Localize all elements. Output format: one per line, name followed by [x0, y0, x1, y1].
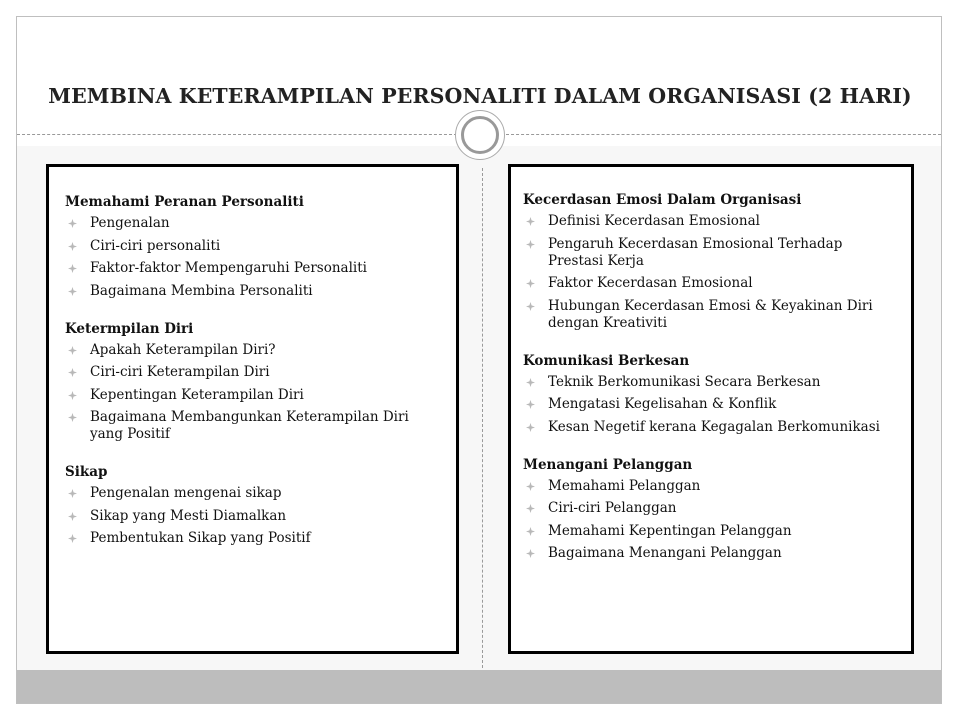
- list-item-text: Pengenalan: [90, 215, 170, 231]
- list-item-text: Memahami Kepentingan Pelanggan: [548, 522, 792, 539]
- left-panel: [46, 164, 459, 654]
- list-item: [523, 374, 897, 391]
- center-divider: [482, 168, 483, 668]
- list-item-text: Ciri-ciri Keterampilan Diri: [90, 364, 270, 380]
- right-panel: [508, 164, 914, 654]
- four-point-star-icon: [526, 240, 535, 249]
- four-point-star-icon: [68, 489, 77, 498]
- list-item: [523, 236, 897, 270]
- bullet-list: [523, 213, 897, 332]
- title-divider-right: [506, 134, 941, 135]
- list-item-text: Pembentukan Sikap yang Positif: [90, 530, 311, 546]
- list-item-text: Kepentingan Keterampilan Diri: [90, 386, 304, 403]
- list-item: [523, 500, 897, 517]
- list-item: [523, 396, 897, 413]
- footer-bar: [17, 670, 941, 703]
- list-item-text: Apakah Keterampilan Diri?: [90, 341, 276, 358]
- four-point-star-icon: [68, 287, 77, 296]
- slide-title: MEMBINA KETERAMPILAN PERSONALITI DALAM ORGANISASI (2 HARI): [48, 84, 912, 108]
- list-item-text: Mengatasi Kegelisahan & Konflik: [548, 396, 777, 412]
- four-point-star-icon: [526, 400, 535, 409]
- list-item-text: Bagaimana Membangunkan Keterampilan Diri yang Positif: [90, 409, 409, 442]
- section-heading: Sikap: [65, 464, 108, 480]
- bullet-list: [65, 485, 440, 547]
- section: [523, 353, 897, 436]
- four-point-star-icon: [68, 391, 77, 400]
- list-item-text: Sikap yang Mesti Diamalkan: [90, 507, 287, 524]
- four-point-star-icon: [68, 534, 77, 543]
- four-point-star-icon: [526, 504, 535, 513]
- list-item: [65, 508, 440, 525]
- list-item: [523, 478, 897, 495]
- list-item-text: Bagaimana Membina Personaliti: [90, 282, 313, 299]
- list-item: [523, 213, 897, 230]
- four-point-star-icon: [526, 302, 535, 311]
- section-heading: Kecerdasan Emosi Dalam Organisasi: [523, 192, 802, 208]
- section-heading: Memahami Peranan Personaliti: [65, 194, 304, 210]
- list-item-text: Pengaruh Kecerdasan Emosional Terhadap Prestasi Kerja: [548, 235, 843, 269]
- list-item: [523, 419, 897, 436]
- list-item: [523, 298, 897, 332]
- four-point-star-icon: [526, 482, 535, 491]
- four-point-star-icon: [526, 527, 535, 536]
- section: [65, 194, 440, 300]
- bullet-list: [65, 215, 440, 300]
- list-item: [65, 387, 440, 404]
- left-sections: [65, 194, 440, 547]
- list-item-text: Kesan Negetif kerana Kegagalan Berkomunikasi: [548, 418, 880, 435]
- four-point-star-icon: [526, 378, 535, 387]
- list-item-text: Memahami Pelanggan: [548, 477, 701, 494]
- four-point-star-icon: [526, 549, 535, 558]
- list-item-text: Definisi Kecerdasan Emosional: [548, 213, 760, 229]
- bullet-list: [523, 374, 897, 436]
- list-item: [65, 530, 440, 547]
- right-sections: [523, 192, 897, 562]
- four-point-star-icon: [68, 413, 77, 422]
- list-item: [65, 215, 440, 232]
- bullet-list: [523, 478, 897, 563]
- list-item-text: Pengenalan mengenai sikap: [90, 485, 282, 501]
- bullet-list: [65, 342, 440, 444]
- section: [523, 457, 897, 563]
- four-point-star-icon: [526, 279, 535, 288]
- list-item: [65, 409, 440, 443]
- list-item: [65, 364, 440, 381]
- section-heading: Komunikasi Berkesan: [523, 352, 690, 369]
- four-point-star-icon: [68, 219, 77, 228]
- list-item-text: Faktor Kecerdasan Emosional: [548, 275, 753, 291]
- four-point-star-icon: [68, 368, 77, 377]
- title-divider-left: [17, 134, 457, 135]
- section-heading: Ketermpilan Diri: [65, 320, 194, 337]
- list-item-text: Faktor-faktor Mempengaruhi Personaliti: [90, 260, 367, 276]
- list-item-text: Teknik Berkomunikasi Secara Berkesan: [548, 373, 821, 390]
- four-point-star-icon: [68, 264, 77, 273]
- decorative-ring-icon: [455, 110, 505, 160]
- list-item: [523, 545, 897, 562]
- list-item: [65, 260, 440, 277]
- list-item: [523, 523, 897, 540]
- four-point-star-icon: [526, 217, 535, 226]
- four-point-star-icon: [68, 346, 77, 355]
- decorative-ring-inner: [461, 116, 499, 154]
- section: [65, 321, 440, 444]
- list-item: [65, 238, 440, 255]
- list-item: [523, 275, 897, 292]
- list-item-text: Bagaimana Menangani Pelanggan: [548, 545, 782, 561]
- section-heading: Menangani Pelanggan: [523, 456, 693, 473]
- list-item-text: Ciri-ciri personaliti: [90, 237, 221, 254]
- four-point-star-icon: [68, 512, 77, 521]
- four-point-star-icon: [68, 242, 77, 251]
- list-item-text: Ciri-ciri Pelanggan: [548, 500, 677, 516]
- list-item-text: Hubungan Kecerdasan Emosi & Keyakinan Diri dengan Kreativiti: [548, 297, 873, 331]
- section: [523, 192, 897, 332]
- section: [65, 464, 440, 547]
- list-item: [65, 485, 440, 502]
- list-item: [65, 342, 440, 359]
- four-point-star-icon: [526, 423, 535, 432]
- list-item: [65, 283, 440, 300]
